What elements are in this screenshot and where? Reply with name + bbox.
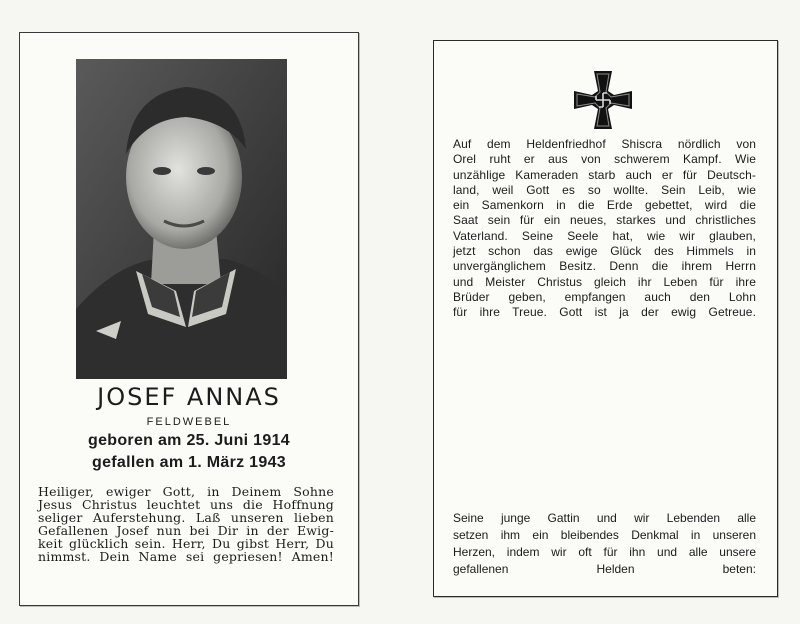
death-date: gefallen am 1. März 1943 [92,454,286,471]
prayer-line: keit glücklich sein. Herr, Du gibst Herr, Du [38,536,334,551]
prayer-line: Heiliger, ewiger Gott, in Deinem Sohne [38,484,334,499]
prayer-line: nimmst. Dein Name sei gepriesen! Amen! [38,549,334,564]
deceased-name: JOSEF ANNAS [97,383,281,411]
closing-text [453,510,756,578]
closing-line: Herzen, indem wir oft für ihn und alle unsere [453,545,756,559]
memorial-card-back [433,40,778,597]
memorial-line: ein Samenkorn in die Erde gebettet, wird die [453,198,756,213]
memorial-line: jetzt schon das ewige Glück des Himmels in [453,244,756,259]
closing-line: Seine junge Gattin und wir Lebenden alle [453,511,756,525]
memorial-line: für ihre Treue. Gott ist ja der ewig Getreue. [453,305,756,320]
military-rank: FELDWEBEL [146,416,232,428]
memorial-line: unvergänglichem Besitz. Denn die ihrem Herrn [453,259,756,274]
prayer-line: Jesus Christus leuchtet uns die Hoffnung [38,497,334,512]
memorial-card-front [19,32,359,606]
memorial-line: Vaterland. Seine Seele hat, wie wir glauben, [453,228,756,243]
prayer-line: seliger Auferstehung. Laß unseren lieben [38,510,334,525]
memorial-line: Auf dem Heldenfriedhof Shiscra nördlich von [453,137,756,151]
memorial-text [453,137,756,321]
memorial-line: unzählige Kameraden starb auch er für Deutsch- [453,167,756,182]
memorial-line: und Meister Christus gleich ihr Leben für ihre [453,274,756,289]
soldier-portrait [76,59,287,379]
memorial-line: Saat sein für ein neues, starkes und christliches [453,213,756,228]
memorial-line: Brüder geben, empfangen auch den Lohn [453,289,756,304]
iron-cross-icon [572,69,634,131]
prayer-text [38,485,334,563]
closing-line: setzen ihm ein bleibendes Denkmal in unseren [453,528,756,542]
prayer-line: Gefallenen Josef nun bei Dir in der Ewig- [38,523,334,538]
closing-line: gefallenen Helden beten: [453,562,756,576]
portrait-image [76,59,287,379]
birth-date: geboren am 25. Juni 1914 [88,432,290,449]
memorial-line: Orel ruht er aus von schwerem Kampf. Wie [453,152,756,167]
memorial-line: land, weil Gott es so wollte. Sein Leib, wie [453,182,756,197]
